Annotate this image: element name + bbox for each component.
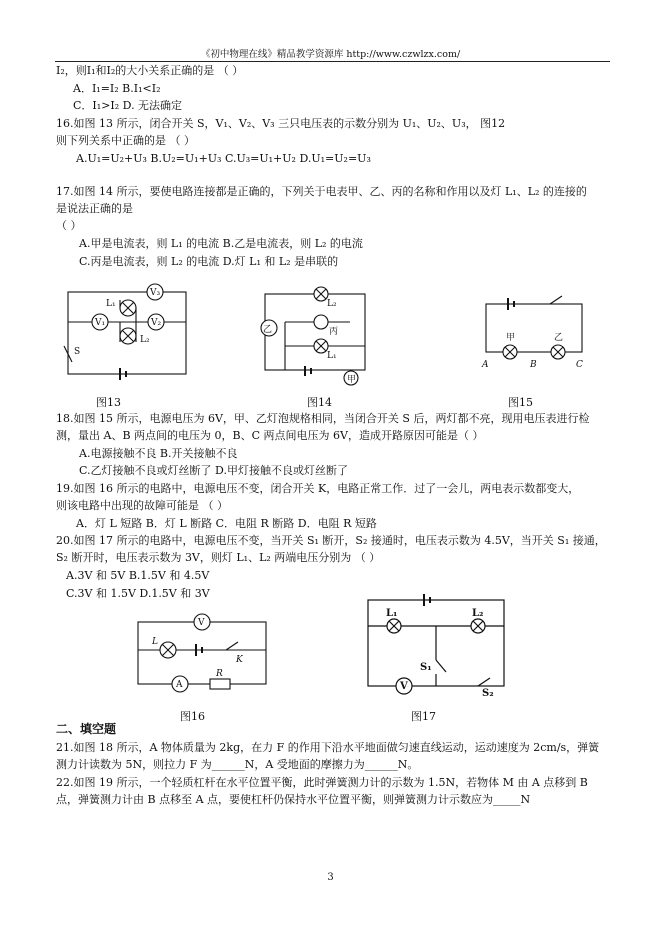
page-number: 3 <box>327 872 334 883</box>
text-line-q17-b: 是说法正确的是 <box>56 202 133 215</box>
fig13-l2-label: L₂ <box>140 335 150 345</box>
fig16-k-label: K <box>236 655 243 665</box>
fig16-l-label: L <box>152 637 158 647</box>
text-line-q16: 16.如图 13 所示，闭合开关 S，V₁、V₂、V₃ 三只电压表的示数分别为 U₁、U₂、U₃， 图12 <box>56 117 506 130</box>
fig15-c-label: C <box>576 360 583 370</box>
header-rule <box>55 61 610 62</box>
fig17-l1-label: L₁ <box>386 608 398 619</box>
text-line-q15-c: C．I₁>I₂ D. 无法确定 <box>73 99 183 112</box>
figure-17-caption: 图17 <box>411 710 436 723</box>
text-line-q15-a: A．I₁=I₂ B.I₁<I₂ <box>73 82 161 95</box>
figure-16-caption: 图16 <box>180 710 205 723</box>
fig14-l1-label: L₁ <box>327 351 337 361</box>
fig17-s2-label: S₂ <box>482 688 494 699</box>
text-line-q20-cd: C.3V 和 1.5V D.1.5V 和 3V <box>66 587 210 600</box>
fig13-v3-label: V₃ <box>150 288 161 298</box>
text-line-q21: 21.如图 18 所示，A 物体质量为 2kg，在力 F 的作用下沿水平地面做匀速直线运动，运动速度为 2cm/s，弹簧 <box>56 741 600 754</box>
fig13-v2-label: V₂ <box>151 318 162 328</box>
text-line-q17-cd: C.丙是电流表，则 L₂ 的电流 D.灯 L₁ 和 L₂ 是串联的 <box>79 255 339 268</box>
fig17-s1-label: S₁ <box>420 662 432 673</box>
fig14-yi-label: 乙 <box>263 325 273 335</box>
fig15-b-label: B <box>530 360 537 370</box>
fig15-yi-label: 乙 <box>554 333 564 343</box>
text-line-q20-b: S₂ 断开时，电压表示数为 3V，则灯 L₁、L₂ 两端电压分别为 （ ） <box>56 551 381 564</box>
text-line-q19: 19.如图 16 所示的电路中，电源电压不变，闭合开关 K，电路正常工作．过了一会儿，两电表示数都变大， <box>56 482 580 495</box>
text-line-q20: 20.如图 17 所示的电路中，电源电压不变，当开关 S₁ 断开，S₂ 接通时，电压表示数为 4.5V，当开关 S₁ 接通， <box>56 534 606 547</box>
text-line-q19-opt: A．灯 L 短路 B．灯 L 断路 C．电阻 R 断路 D．电阻 R 短路 <box>76 517 377 530</box>
section-title: 二、填空题 <box>56 722 117 736</box>
fig15-jia-label: 甲 <box>506 333 516 343</box>
fig13-s-label: S <box>74 347 81 357</box>
text-line-q18-cd: C.乙灯接触不良或灯丝断了 D.甲灯接触不良或灯丝断了 <box>79 464 348 477</box>
figure-15-caption: 图15 <box>508 396 533 409</box>
fig13-l1-label: L₁ <box>106 299 116 309</box>
fig16-v-label: V <box>198 618 205 628</box>
text-line-q16-b: 则下列关系中正确的是 （ ） <box>56 134 195 147</box>
text-line-q17-a: A.甲是电流表，则 L₁ 的电流 B.乙是电流表，则 L₂ 的电流 <box>79 237 363 250</box>
text-line-q18-b: 测，量出 A、B 两点间的电压为 0，B、C 两点间电压为 6V，造成开路原因可能是（ ） <box>56 429 484 442</box>
fig15-a-label: A <box>482 360 489 370</box>
fig16-a-label: A <box>176 680 183 690</box>
fig14-bing-label: 丙 <box>329 327 339 337</box>
text-line-q22-b: 点，弹簧测力计由 B 点移至 A 点，要使杠杆仍保持水平位置平衡，则弹簧测力计示数应为_____N <box>56 793 531 806</box>
figure-16-circuit <box>130 612 272 696</box>
text-line-q16-opt: A.U₁=U₂+U₃ B.U₂=U₁+U₃ C.U₃=U₁+U₂ D.U₁=U₂=U₃ <box>76 152 371 165</box>
fig17-l2-label: L₂ <box>472 608 484 619</box>
figure-14-circuit <box>255 282 375 390</box>
fig17-v-label: V <box>400 681 408 692</box>
text-line-q17-c: （ ） <box>56 219 82 232</box>
figure-15-circuit <box>478 292 590 370</box>
fig14-jia-label: 甲 <box>347 375 357 385</box>
text-line-q21-b: 测力计读数为 5N，则拉力 F 为______N，A 受地面的摩擦力为______N。 <box>56 758 419 771</box>
page-header: 《初中物理在线》精品教学资源库 http://www.czwlzx.com/ <box>200 49 461 60</box>
text-line-q18: 18.如图 15 所示，电源电压为 6V，甲、乙灯泡规格相同，当闭合开关 S 后，两灯都不亮，现用电压表进行检 <box>56 412 590 425</box>
text-line-q18-ab: A.电源接触不良 B.开关接触不良 <box>79 447 238 460</box>
text-line-q22: 22.如图 19 所示，一个轻质杠杆在水平位置平衡，此时弹簧测力计的示数为 1.5N，若物体 M 由 A 点移到 B <box>56 776 588 789</box>
figure-13-circuit <box>60 280 195 385</box>
figure-17-circuit <box>360 588 512 700</box>
figure-14-caption: 图14 <box>307 396 332 409</box>
fig14-l2-label: L₂ <box>327 299 337 309</box>
text-line-q19-b: 则该电路中出现的故障可能是 （ ） <box>56 499 228 512</box>
fig13-v1-label: V₁ <box>95 318 106 328</box>
text-line-q20-ab: A.3V 和 5V B.1.5V 和 4.5V <box>66 569 210 582</box>
figure-13-caption: 图13 <box>96 396 121 409</box>
text-line-q15-cont: I₂，则I₁和I₂的大小关系正确的是 （ ） <box>56 64 244 77</box>
text-line-q17: 17.如图 14 所示，要使电路连接都是正确的，下列关于电表甲、乙、丙的名称和作用以及灯 L₁、L₂ 的连接的 <box>56 185 587 198</box>
fig16-r-label: R <box>216 669 223 679</box>
